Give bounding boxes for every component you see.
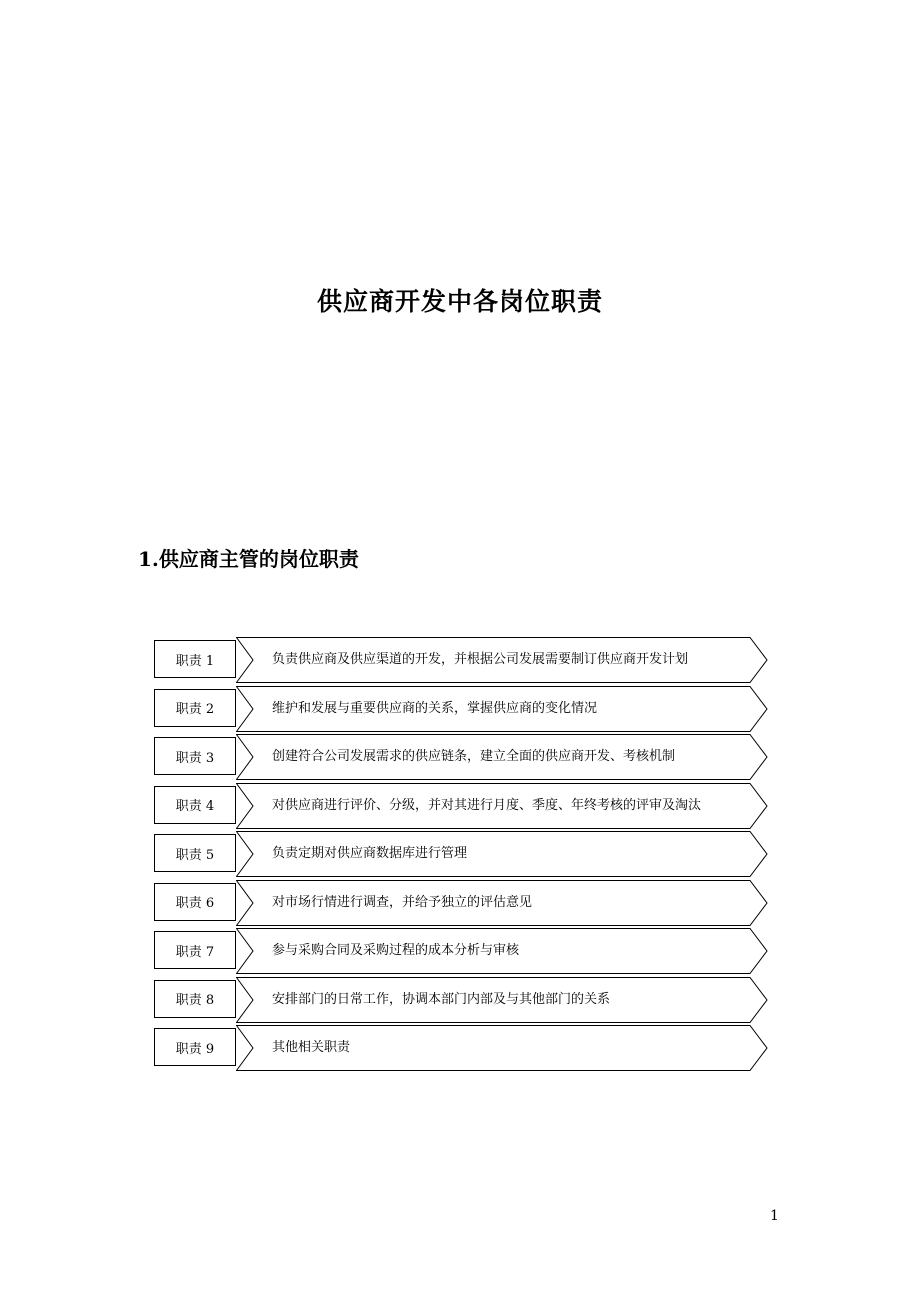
- duty-text: 参与采购合同及采购过程的成本分析与审核: [272, 943, 520, 958]
- duty-label: 职责 2: [154, 689, 236, 727]
- duty-list: [152, 637, 772, 1074]
- document-title: 供应商开发中各岗位职责: [316, 287, 603, 316]
- duty-label: 职责 5: [154, 834, 236, 872]
- duty-text: 安排部门的日常工作，协调本部门内部及与其他部门的关系: [272, 991, 611, 1007]
- duty-row-7: [152, 928, 772, 977]
- duty-row-4: [152, 783, 772, 832]
- duty-text: 维护和发展与重要供应商的关系，掌握供应商的变化情况: [272, 700, 598, 716]
- duty-row-1: [152, 637, 772, 686]
- section-heading: 1.供应商主管的岗位职责: [138, 547, 359, 571]
- duty-label: 职责 3: [154, 737, 236, 775]
- duty-label: 职责 1: [154, 640, 236, 678]
- duty-text: 对供应商进行评价、分级，并对其进行月度、季度、年终考核的评审及淘汰: [272, 797, 702, 813]
- duty-row-9: [152, 1025, 772, 1074]
- duty-row-5: [152, 831, 772, 880]
- duty-text: 对市场行情进行调查，并给予独立的评估意见: [272, 894, 533, 910]
- duty-label: 职责 6: [154, 883, 236, 921]
- duty-label: 职责 9: [154, 1028, 236, 1066]
- duty-text: 负责定期对供应商数据库进行管理: [272, 846, 468, 861]
- duty-row-2: [152, 686, 772, 735]
- duty-row-3: [152, 734, 772, 783]
- duty-row-6: [152, 880, 772, 929]
- duty-label: 职责 4: [154, 786, 236, 824]
- duty-label: 职责 8: [154, 980, 236, 1018]
- duty-label: 职责 7: [154, 931, 236, 969]
- duty-text: 其他相关职责: [272, 1040, 351, 1055]
- duty-text: 创建符合公司发展需求的供应链条，建立全面的供应商开发、考核机制: [272, 749, 676, 764]
- page-number: 1: [770, 1208, 779, 1224]
- duty-row-8: [152, 977, 772, 1026]
- duty-text: 负责供应商及供应渠道的开发，并根据公司发展需要制订供应商开发计划: [272, 652, 689, 667]
